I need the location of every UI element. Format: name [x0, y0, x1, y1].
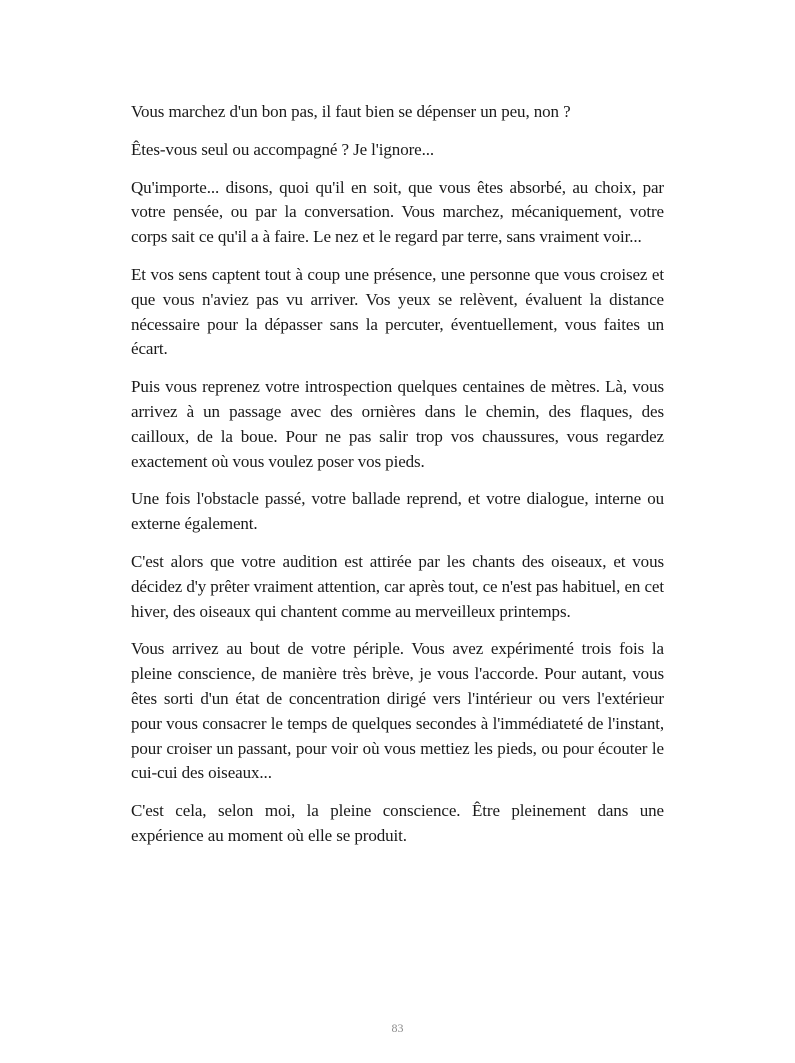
page-number: 83 — [391, 1021, 404, 1035]
paragraph: Puis vous reprenez votre introspection quelques centaines de mètres. Là, vous arrivez à un passage avec des ornières dans le chemin, des flaques, des cailloux, de la boue. Pour ne pas salir trop vos chaussures, vous regardez exactement où vous voulez poser vos pieds. — [131, 377, 664, 471]
paragraph: C'est alors que votre audition est attirée par les chants des oiseaux, et vous décidez d'y prêter vraiment attention, car après tout, ce n'est pas habituel, en cet hiver, des oiseaux qui chantent comme au merveilleux printemps. — [131, 551, 664, 621]
page-body — [131, 100, 664, 862]
paragraph: Une fois l'obstacle passé, votre ballade reprend, et votre dialogue, interne ou externe également. — [131, 489, 664, 534]
paragraph: Qu'importe... disons, quoi qu'il en soit, que vous êtes absorbé, au choix, par votre pensée, ou par la conversation. Vous marchez, mécaniquement, votre corps sait ce qu'il a à faire. Le nez et le regard par terre, sans vraiment voir... — [131, 177, 664, 247]
paragraph: C'est cela, selon moi, la pleine conscience. Être pleinement dans une expérience au moment où elle se produit. — [131, 801, 664, 845]
paragraph: Êtes-vous seul ou accompagné ? Je l'ignore... — [131, 139, 435, 159]
paragraph: Et vos sens captent tout à coup une présence, une personne que vous croisez et que vous n'aviez pas vu arriver. Vos yeux se relèvent, évaluent la distance nécessaire pour la dépasser sans la percuter, éventuellement, vous faites un écart. — [131, 264, 664, 359]
paragraph: Vous marchez d'un bon pas, il faut bien se dépenser un peu, non ? — [131, 102, 571, 121]
paragraph: Vous arrivez au bout de votre périple. Vous avez expérimenté trois fois la pleine conscience, de manière très brève, je vous l'accorde. Pour autant, vous êtes sorti d'un état de concentration dirigé vers l'intérieur ou vers l'extérieur pour vous consacrer le temps de quelques secondes à l'immédiateté de l'instant, pour croiser un passant, pour voir où vous mettiez les pieds, ou pour écouter le cui-cui des oiseaux... — [131, 639, 664, 783]
